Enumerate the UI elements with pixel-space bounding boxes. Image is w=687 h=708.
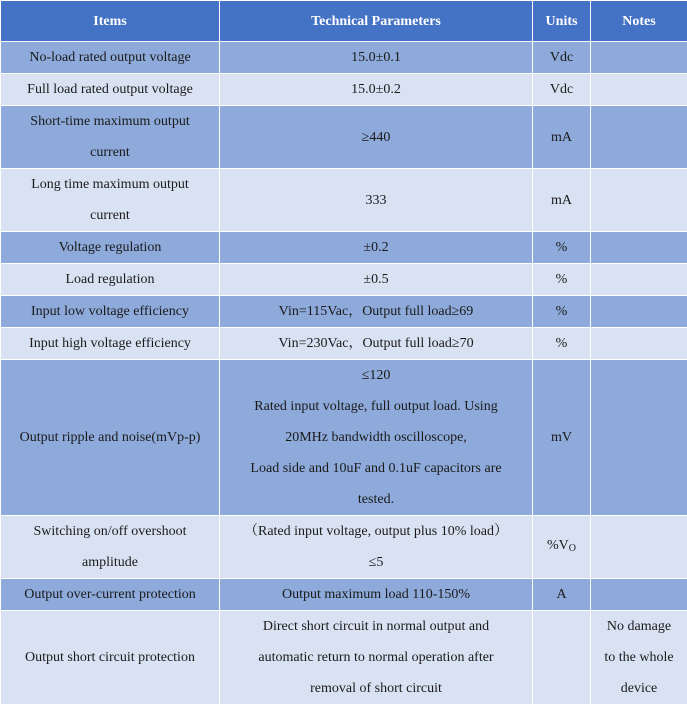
- param-cell: [220, 169, 533, 232]
- table-row: [1, 232, 687, 264]
- item-cell: [1, 296, 220, 328]
- table-row: [1, 74, 687, 106]
- item-cell: [1, 169, 220, 232]
- param-cell: [220, 106, 533, 169]
- item-cell: [1, 232, 220, 264]
- item-text: Load regulation: [65, 272, 155, 287]
- item-text: Input high voltage efficiency: [29, 336, 191, 351]
- unit-cell: mV: [533, 360, 591, 516]
- param-text: automatic return to normal operation after: [258, 650, 494, 665]
- table-row: [1, 296, 687, 328]
- item-cell: [1, 106, 220, 169]
- item-cell: [1, 611, 220, 705]
- param-text: ±0.2: [363, 240, 389, 255]
- param-text: Output maximum load 110-150%: [281, 587, 471, 602]
- note-cell: [591, 42, 687, 74]
- table-row: [1, 264, 687, 296]
- item-text: amplitude: [82, 555, 138, 570]
- note-cell: [591, 232, 687, 264]
- item-cell: [1, 579, 220, 611]
- param-cell: [220, 74, 533, 106]
- note-cell: [591, 516, 687, 579]
- table-row: [1, 516, 687, 579]
- param-cell: [220, 264, 533, 296]
- note-cell: [591, 360, 687, 516]
- unit-text: %V: [546, 538, 569, 553]
- unit-cell: Vdc: [533, 42, 591, 74]
- param-text: removal of short circuit: [310, 681, 442, 696]
- item-text: Output short circuit protection: [25, 650, 195, 665]
- note-cell: [591, 74, 687, 106]
- item-text: Output ripple and noise(mVp-p): [19, 430, 201, 445]
- header-row: [1, 1, 687, 42]
- table-row: [1, 611, 687, 705]
- unit-cell: %: [533, 296, 591, 328]
- table-row: [1, 360, 687, 516]
- param-text: Vin=230Vac，Output full load≥70: [278, 336, 474, 351]
- param-cell: [220, 328, 533, 360]
- header-notes: Notes: [591, 1, 687, 42]
- unit-cell: mA: [533, 106, 591, 169]
- item-text: current: [90, 145, 130, 160]
- item-text: Short-time maximum output: [30, 114, 190, 129]
- param-text: Rated input voltage, full output load. Using: [254, 399, 498, 414]
- table-row: [1, 169, 687, 232]
- unit-cell: mA: [533, 169, 591, 232]
- header-technical-parameters: Technical Parameters: [220, 1, 533, 42]
- item-cell: [1, 328, 220, 360]
- note-cell: [591, 328, 687, 360]
- unit-cell: %: [533, 232, 591, 264]
- unit-subscript: O: [568, 543, 576, 554]
- param-cell: [220, 611, 533, 705]
- unit-cell: [533, 516, 591, 579]
- unit-cell: %: [533, 328, 591, 360]
- param-text: ≥440: [361, 129, 391, 145]
- param-text: 333: [365, 192, 387, 208]
- note-cell: [591, 296, 687, 328]
- item-cell: [1, 360, 220, 516]
- table-row: [1, 328, 687, 360]
- item-text: No-load rated output voltage: [29, 50, 191, 65]
- param-text: 15.0±0.2: [351, 82, 401, 97]
- param-text: Vin=115Vac，Output full load≥69: [278, 304, 474, 319]
- note-cell: [591, 106, 687, 169]
- param-text: （Rated input voltage, output plus 10% load）: [243, 524, 509, 539]
- item-text: Input low voltage efficiency: [31, 304, 189, 319]
- param-cell: [220, 232, 533, 264]
- param-text: 15.0±0.1: [351, 50, 401, 65]
- param-text: ±0.5: [363, 272, 389, 287]
- note-text: to the whole: [604, 650, 674, 665]
- unit-cell: %: [533, 264, 591, 296]
- param-text: tested.: [357, 492, 395, 507]
- note-text: device: [620, 681, 658, 696]
- table-row: [1, 579, 687, 611]
- param-cell: [220, 360, 533, 516]
- table-row: [1, 106, 687, 169]
- param-cell: [220, 516, 533, 579]
- item-text: Full load rated output voltage: [27, 82, 193, 97]
- note-cell: [591, 264, 687, 296]
- param-text: Load side and 10uF and 0.1uF capacitors are: [250, 461, 502, 476]
- note-cell: [591, 169, 687, 232]
- param-text: Direct short circuit in normal output and: [262, 619, 490, 634]
- param-cell: [220, 42, 533, 74]
- param-cell: [220, 579, 533, 611]
- note-cell: [591, 611, 687, 705]
- note-cell: [591, 579, 687, 611]
- item-text: Long time maximum output: [31, 177, 189, 192]
- header-items: Items: [1, 1, 220, 42]
- unit-cell: [533, 611, 591, 705]
- item-text: current: [90, 208, 130, 223]
- table-row: [1, 42, 687, 74]
- item-cell: [1, 74, 220, 106]
- note-text: No damage: [606, 619, 672, 634]
- param-text: ≤5: [368, 555, 384, 570]
- item-text: Voltage regulation: [58, 240, 162, 255]
- item-text: Switching on/off overshoot: [33, 524, 187, 539]
- unit-cell: Vdc: [533, 74, 591, 106]
- header-units: Units: [533, 1, 591, 42]
- unit-cell: A: [533, 579, 591, 611]
- item-cell: [1, 516, 220, 579]
- item-cell: [1, 42, 220, 74]
- item-cell: [1, 264, 220, 296]
- param-text: ≤120: [361, 368, 391, 383]
- item-text: Output over-current protection: [24, 587, 196, 602]
- param-cell: [220, 296, 533, 328]
- param-text: 20MHz bandwidth oscilloscope,: [285, 430, 467, 445]
